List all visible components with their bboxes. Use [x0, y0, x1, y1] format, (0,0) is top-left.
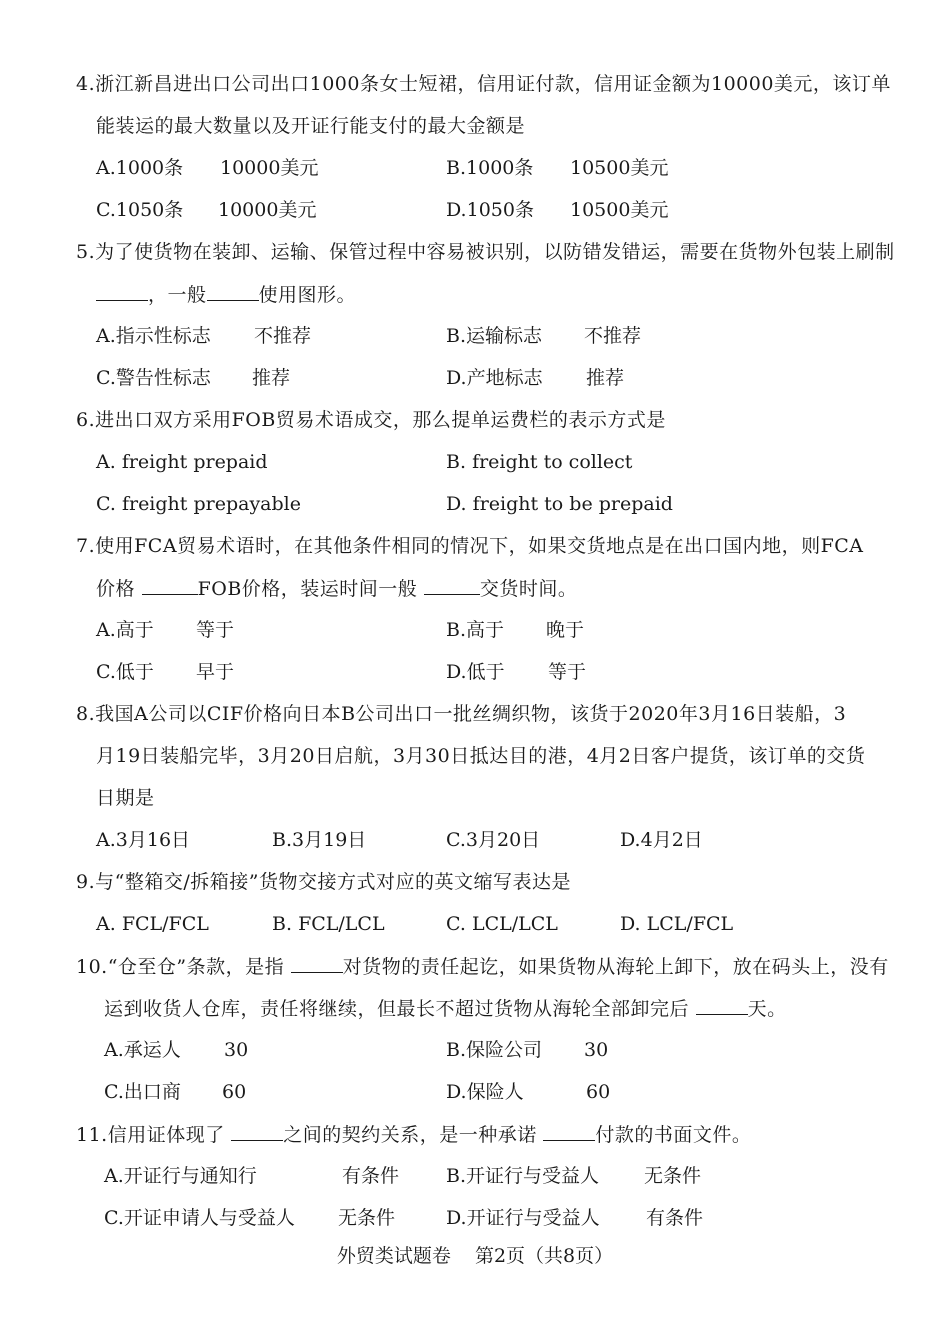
page-footer	[0, 1244, 950, 1268]
option-c[interactable]: C. LCL/LCL	[446, 913, 558, 935]
option-a-value: 有条件	[342, 1165, 400, 1187]
question-stem: 运到收货人仓库，责任将继续，但最长不超过货物从海轮全部卸完后 天。	[104, 998, 787, 1020]
option-a[interactable]: A.承运人	[104, 1039, 181, 1061]
option-b[interactable]: B.运输标志	[446, 325, 543, 347]
option-b-value: 无条件	[644, 1165, 702, 1187]
option-c-value: 10000美元	[218, 199, 317, 221]
option-c[interactable]: C.出口商	[104, 1081, 181, 1103]
option-d[interactable]: D.保险人	[446, 1081, 524, 1103]
option-a[interactable]: A.开证行与通知行	[104, 1165, 257, 1187]
option-b-value: 不推荐	[584, 325, 642, 347]
question-stem: 能装运的最大数量以及开证行能支付的最大金额是	[96, 115, 526, 137]
option-b[interactable]: B. freight to collect	[446, 451, 633, 473]
question-stem: 月19日装船完毕，3月20日启航，3月30日抵达目的港，4月2日客户提货，该订单的交货	[96, 745, 866, 767]
answer-blank	[142, 576, 198, 595]
exam-name: 外贸类试题卷	[336, 1245, 451, 1267]
question-stem: 4.浙江新昌进出口公司出口1000条女士短裙，信用证付款，信用证金额为10000美元，该订单	[76, 73, 891, 95]
option-d[interactable]: D.开证行与受益人	[446, 1207, 600, 1229]
question-stem: 7.使用FCA贸易术语时，在其他条件相同的情况下，如果交货地点是在出口国内地，则FCA	[76, 535, 864, 557]
question-stem: 价格 FOB价格，装运时间一般 交货时间。	[96, 578, 578, 600]
option-c[interactable]: C. freight prepayable	[96, 493, 301, 515]
option-c-value: 无条件	[338, 1207, 396, 1229]
option-a-value: 10000美元	[220, 157, 319, 179]
option-d-value: 10500美元	[570, 199, 669, 221]
page-number: 第2页（共8页）	[474, 1245, 614, 1267]
option-a[interactable]: A. freight prepaid	[96, 451, 268, 473]
question-stem: ，一般 使用图形。	[96, 282, 356, 307]
option-d-value: 60	[586, 1081, 611, 1103]
option-a[interactable]: A.指示性标志	[96, 325, 211, 347]
option-c[interactable]: C.低于	[96, 661, 154, 683]
question-stem: 10.“仓至仓”条款，是指 对货物的责任起讫，如果货物从海轮上卸下，放在码头上，没有	[76, 956, 889, 978]
question-stem: 6.进出口双方采用FOB贸易术语成交，那么提单运费栏的表示方式是	[76, 409, 666, 431]
answer-blank	[96, 282, 148, 301]
option-b[interactable]: B.保险公司	[446, 1039, 543, 1061]
option-a-value: 不推荐	[254, 325, 312, 347]
option-b[interactable]: B.开证行与受益人	[446, 1165, 600, 1187]
answer-blank	[696, 996, 748, 1015]
option-d-value: 有条件	[646, 1207, 704, 1229]
question-stem: 9.与“整箱交/拆箱接”货物交接方式对应的英文缩写表达是	[76, 871, 571, 893]
question-stem: 8.我国A公司以CIF价格向日本B公司出口一批丝绸织物，该货于2020年3月16日装船，3	[76, 703, 847, 725]
option-c-value: 早于	[196, 661, 235, 683]
option-a-value: 等于	[196, 619, 235, 641]
option-b[interactable]: B.1000条	[446, 157, 534, 179]
option-a-value: 30	[224, 1039, 249, 1061]
option-d-value: 推荐	[586, 367, 625, 389]
option-b-value: 30	[584, 1039, 609, 1061]
answer-blank	[291, 954, 343, 973]
option-b[interactable]: B. FCL/LCL	[272, 913, 385, 935]
option-d-value: 等于	[548, 661, 587, 683]
option-a[interactable]: A.高于	[96, 619, 154, 641]
answer-blank	[424, 576, 480, 595]
question-stem: 5.为了使货物在装卸、运输、保管过程中容易被识别，以防错发错运，需要在货物外包装上刷制	[76, 241, 895, 263]
option-d[interactable]: D.低于	[446, 661, 505, 683]
question-stem: 11.信用证体现了 之间的契约关系，是一种承诺 付款的书面文件。	[76, 1124, 752, 1146]
option-c-value: 60	[222, 1081, 247, 1103]
answer-blank	[207, 282, 259, 301]
option-d[interactable]: D. freight to be prepaid	[446, 493, 673, 515]
option-b[interactable]: B.高于	[446, 619, 505, 641]
option-c[interactable]: C.开证申请人与受益人	[104, 1207, 295, 1229]
option-c[interactable]: C.1050条	[96, 199, 184, 221]
option-d[interactable]: D.1050条	[446, 199, 534, 221]
option-c[interactable]: C.3月20日	[446, 829, 541, 851]
option-a[interactable]: A. FCL/FCL	[96, 913, 209, 935]
option-d[interactable]: D.产地标志	[446, 367, 543, 389]
option-d[interactable]: D. LCL/FCL	[620, 913, 734, 935]
option-c-value: 推荐	[252, 367, 291, 389]
option-c[interactable]: C.警告性标志	[96, 367, 211, 389]
question-stem: 日期是	[96, 787, 155, 809]
answer-blank	[543, 1122, 595, 1141]
option-b-value: 晚于	[546, 619, 585, 641]
option-a[interactable]: A.1000条	[96, 157, 184, 179]
option-b[interactable]: B.3月19日	[272, 829, 367, 851]
option-b-value: 10500美元	[570, 157, 669, 179]
option-d[interactable]: D.4月2日	[620, 829, 703, 851]
option-a[interactable]: A.3月16日	[96, 829, 191, 851]
answer-blank	[231, 1122, 283, 1141]
